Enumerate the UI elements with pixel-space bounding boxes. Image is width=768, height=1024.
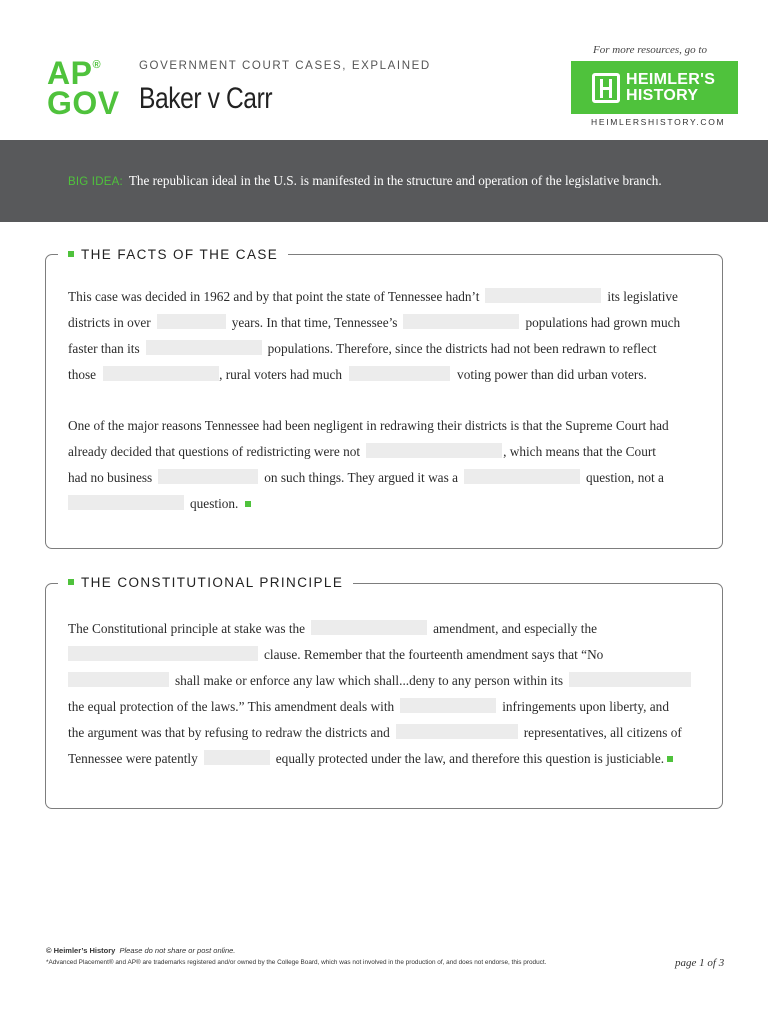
blank-field[interactable]: [485, 288, 601, 303]
blank-field[interactable]: [464, 469, 580, 484]
blank-field[interactable]: [366, 443, 502, 458]
big-idea-label: BIG IDEA:: [68, 176, 123, 188]
end-mark-icon: [245, 501, 251, 507]
trademark-notice: *Advanced Placement® and AP® are trademarks registered and/or owned by the College Board, which was not involved in the production of, and does not endorse, this product.: [46, 959, 547, 966]
blank-field[interactable]: [103, 366, 219, 381]
blank-field[interactable]: [68, 495, 184, 510]
facts-heading: THE FACTS OF THE CASE: [58, 245, 288, 263]
blank-field[interactable]: [158, 469, 258, 484]
blank-field[interactable]: [311, 620, 427, 635]
heimlers-history-logo[interactable]: [571, 61, 738, 114]
copyright-line: © Heimler’s History Please do not share or post online.: [46, 946, 236, 955]
blank-field[interactable]: [157, 314, 226, 329]
brand-line-2: HISTORY: [626, 86, 699, 104]
blank-field[interactable]: [68, 672, 169, 687]
bullet-square-icon: [68, 579, 74, 585]
principle-heading: THE CONSTITUTIONAL PRINCIPLE: [58, 573, 353, 591]
blank-field[interactable]: [396, 724, 518, 739]
blank-field[interactable]: [403, 314, 519, 329]
h-logo-icon: [592, 73, 620, 103]
page-number: page 1 of 3: [675, 957, 725, 969]
brand-url-link[interactable]: HEIMLERSHISTORY.COM: [591, 117, 726, 127]
blank-field[interactable]: [204, 750, 270, 765]
brand-line-1: HEIMLER'S: [626, 70, 716, 88]
page-title: Baker v Carr: [139, 82, 273, 115]
blank-field[interactable]: [569, 672, 691, 687]
resources-note: For more resources, go to: [593, 44, 707, 56]
blank-field[interactable]: [146, 340, 262, 355]
ap-gov-logo: AP® GOV: [47, 55, 120, 122]
bullet-square-icon: [68, 251, 74, 257]
blank-field[interactable]: [400, 698, 496, 713]
end-mark-icon: [667, 756, 673, 762]
big-idea: [68, 173, 662, 189]
principle-section-box: [45, 583, 723, 809]
blank-field[interactable]: [68, 646, 258, 661]
blank-field[interactable]: [349, 366, 450, 381]
big-idea-text: The republican ideal in the U.S. is manifested in the structure and operation of the legislative branch.: [128, 173, 662, 188]
series-title: GOVERNMENT COURT CASES, EXPLAINED: [139, 60, 431, 72]
